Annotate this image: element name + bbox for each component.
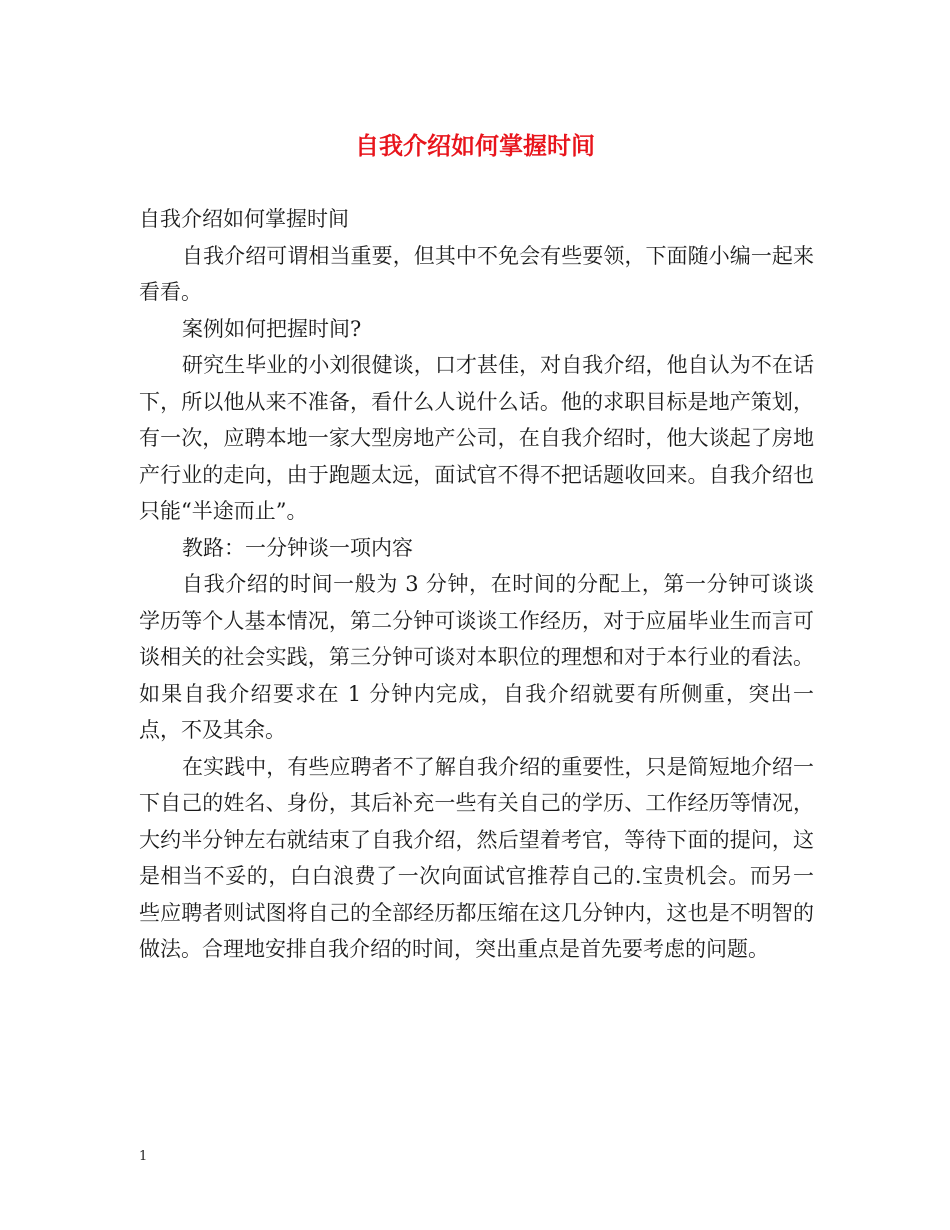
paragraph-case-body: 研究生毕业的小刘很健谈，口才甚佳，对自我介绍，他自认为不在话下，所以他从来不准备，看什么人说什么话。他的求职目标是地产策划，有一次，应聘本地一家大型房地产公司，在自我介绍时，他大谈起了房地产行业的走向，由于跑题太远，面试官不得不把话题收回来。自我介绍也只能“半途而止”。 (139, 353, 814, 523)
paragraph-time-allocation: 自我介绍的时间一般为 3 分钟，在时间的分配上，第一分钟可谈谈学历等个人基本情况，第二分钟可谈谈工作经历，对于应届毕业生而言可谈相关的社会实践，第三分钟可谈对本职位的理想和对于本行业的看法。如果自我介绍要求在 1 分钟内完成，自我介绍就要有所侧重，突出一点，不及其余。 (139, 572, 814, 742)
paragraph-intro: 自我介绍可谓相当重要，但其中不免会有些要领，下面随小编一起来看看。 (139, 243, 814, 304)
paragraph-case-title: 案例如何把握时间? (182, 316, 362, 341)
page-number: 1 (139, 1149, 148, 1164)
paragraph-heading: 自我介绍如何掌握时间 (139, 207, 349, 231)
paragraph-tip-title: 教路：一分钟谈一项内容 (182, 535, 413, 560)
document-title: 自我介绍如何掌握时间 (355, 131, 595, 160)
document-body (139, 201, 814, 968)
paragraph-practice: 在实践中，有些应聘者不了解自我介绍的重要性，只是简短地介绍一下自己的姓名、身份，其后补充一些有关自己的学历、工作经历等情况，大约半分钟左右就结束了自我介绍，然后望着考官，等待下面的提问，这是相当不妥的，白白浪费了一次向面试官推荐自己的.宝贵机会。而另一些应聘者则试图将自己的全部经历都压缩在这几分钟内，这也是不明智的做法。合理地安排自我介绍的时间，突出重点是首先要考虑的问题。 (139, 754, 814, 961)
